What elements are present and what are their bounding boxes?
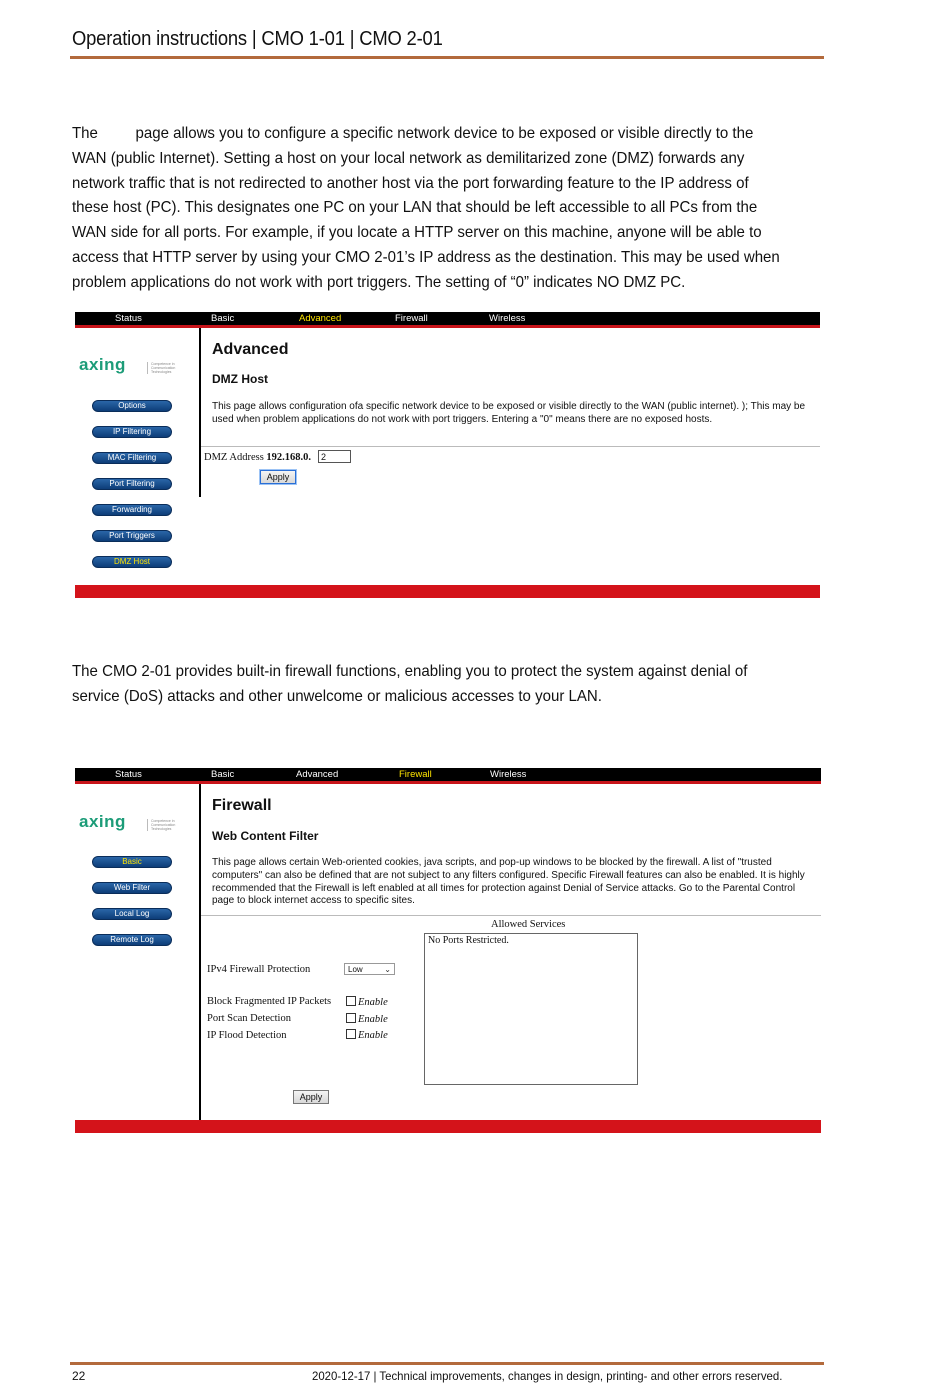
apply-button[interactable]: Apply [293, 1090, 329, 1104]
chevron-down-icon: ⌄ [384, 965, 391, 974]
port-scan-label: Port Scan Detection [207, 1013, 291, 1024]
dmz-intro-paragraph [72, 122, 786, 296]
enable-label: Enable [358, 1014, 388, 1025]
sidebar-item-local-log[interactable]: Local Log [92, 908, 172, 920]
allowed-services-item: No Ports Restricted. [428, 935, 509, 946]
tab-basic[interactable]: Basic [211, 313, 235, 324]
page-number: 22 [72, 1369, 86, 1383]
sidebar-item-remote-log[interactable]: Remote Log [92, 934, 172, 946]
axing-logo: axing [79, 355, 126, 374]
enable-label: Enable [358, 997, 388, 1008]
logo-tagline: Competence in Communication Technologies [147, 362, 185, 374]
dmz-ip-input[interactable]: 2 [318, 450, 351, 463]
firewall-intro-paragraph: The CMO 2-01 provides built-in firewall functions, enabling you to protect the system against denial of service (DoS) attacks and other unwelcome or malicious accesses to your LAN. [72, 663, 748, 705]
apply-button[interactable]: Apply [260, 470, 296, 484]
ipv4-firewall-label: IPv4 Firewall Protection [207, 964, 311, 975]
dmz-host-screenshot [75, 312, 820, 598]
bottom-bar [75, 585, 820, 598]
dmz-address-row [204, 452, 311, 463]
page-title: Firewall [212, 797, 272, 814]
sidebar-item-ip-filtering[interactable]: IP Filtering [92, 426, 172, 438]
sidebar-item-mac-filtering[interactable]: MAC Filtering [92, 452, 172, 464]
intro-word-the: The [72, 125, 98, 142]
block-fragmented-option[interactable] [346, 996, 388, 1008]
ipv4-firewall-select[interactable] [344, 963, 395, 975]
sidebar-divider [199, 328, 201, 497]
allowed-services-list[interactable] [424, 933, 638, 1085]
sidebar-item-web-filter[interactable]: Web Filter [92, 882, 172, 894]
content-separator [201, 915, 821, 916]
logo-tagline: Competence in Communication Technologies [147, 819, 185, 831]
page-description: This page allows certain Web-oriented cookies, java scripts, and pop-up windows to be blocked by the firewall. A list of "trusted computers" can also be defined that are not subject to any filters configured. Specific Firewall features can also be enabled. It is highly recommended that the Firewall is left enabled at all times for protection against Denial of Service attacks. Go to the Parental Control page to block internet access to specific sites. [212, 857, 805, 907]
ip-flood-checkbox[interactable] [346, 1029, 356, 1039]
footer-note: 2020-12-17 | Technical improvements, changes in design, printing- and other errors reserved. [312, 1369, 783, 1383]
firewall-screenshot [75, 768, 821, 1133]
sidebar-item-basic[interactable]: Basic [92, 856, 172, 868]
intro-text: page allows you to configure a specific network device to be exposed or visible directly to the WAN (public Internet). Setting a host on your local network as demilitarized zone (DMZ) forwards any network traffic that is not redirected to another host via the port forwarding feature to the IP address of these host (PC). This designates one PC on your LAN that should be left accessible to all PCs from the WAN side for all ports. For example, if you locate a HTTP server on this machine, anyone will be able to access that HTTP server by using your CMO 2-01’s IP address as the destination. This may be used when problem applications do not work with port triggers. The setting of “0” indicates NO DMZ PC. [72, 125, 780, 291]
tab-wireless[interactable]: Wireless [490, 769, 527, 780]
page-title: Advanced [212, 341, 289, 358]
tab-status[interactable]: Status [115, 769, 142, 780]
sidebar-item-dmz-host[interactable]: DMZ Host [92, 556, 172, 568]
tab-basic[interactable]: Basic [211, 769, 235, 780]
top-nav-bar [75, 312, 820, 328]
tab-wireless[interactable]: Wireless [489, 313, 526, 324]
tab-status[interactable]: Status [115, 313, 142, 324]
allowed-services-label: Allowed Services [491, 919, 566, 930]
dmz-ip-prefix: 192.168.0. [266, 452, 312, 463]
tab-firewall[interactable]: Firewall [395, 313, 428, 324]
ip-flood-label: IP Flood Detection [207, 1030, 287, 1041]
document-header: Operation instructions | CMO 1-01 | CMO 2-01 [72, 28, 443, 50]
tab-firewall[interactable]: Firewall [399, 769, 432, 780]
ipv4-firewall-value: Low [348, 965, 363, 974]
port-scan-checkbox[interactable] [346, 1013, 356, 1023]
header-rule [70, 56, 824, 59]
page-description: This page allows configuration ofa specific network device to be exposed or visible directly to the WAN (public internet). ); This may be used when problem applications do not work with port triggers. Entering a "0" means there are no exposed hosts. [212, 401, 806, 425]
enable-label: Enable [358, 1030, 388, 1041]
top-nav-bar [75, 768, 821, 784]
page-subtitle: Web Content Filter [212, 829, 319, 843]
dmz-address-label: DMZ Address [204, 452, 264, 463]
block-fragmented-label: Block Fragmented IP Packets [207, 996, 332, 1007]
sidebar-divider [199, 784, 201, 1120]
tab-advanced[interactable]: Advanced [296, 769, 339, 780]
footer-rule [70, 1362, 824, 1365]
sidebar-item-forwarding[interactable]: Forwarding [92, 504, 172, 516]
port-scan-option[interactable] [346, 1013, 388, 1025]
sidebar-item-options[interactable]: Options [92, 400, 172, 412]
bottom-bar [75, 1120, 821, 1133]
ip-flood-option[interactable] [346, 1029, 388, 1041]
page-subtitle: DMZ Host [212, 372, 268, 386]
sidebar-item-port-filtering[interactable]: Port Filtering [92, 478, 172, 490]
sidebar-item-port-triggers[interactable]: Port Triggers [92, 530, 172, 542]
axing-logo: axing [79, 812, 126, 831]
tab-advanced[interactable]: Advanced [299, 313, 342, 324]
block-fragmented-checkbox[interactable] [346, 996, 356, 1006]
content-separator [201, 446, 820, 447]
